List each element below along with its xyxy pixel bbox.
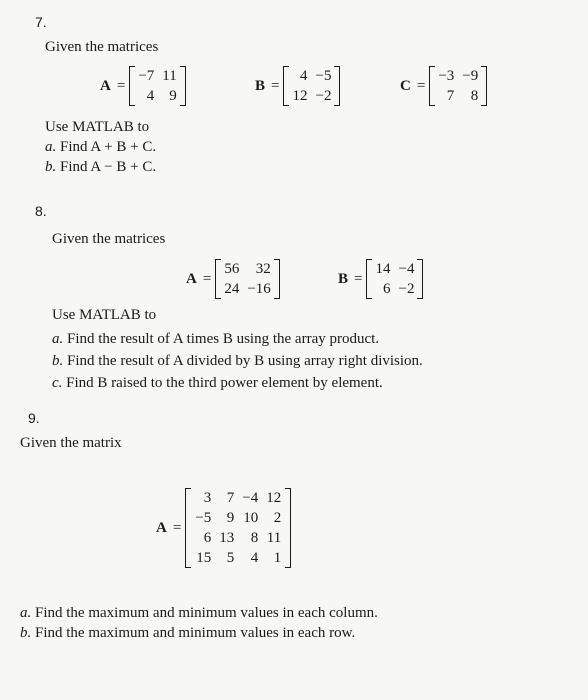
matrix-cell: 9 bbox=[226, 510, 235, 526]
matrix-cell: 12 bbox=[266, 490, 282, 506]
problem-8-number: 8. bbox=[35, 203, 47, 219]
matrix-cell: 9 bbox=[169, 88, 177, 104]
part-letter: c. bbox=[52, 375, 63, 391]
matrix-cell: 5 bbox=[226, 550, 235, 566]
part-letter: a. bbox=[20, 605, 32, 621]
part-letter: b. bbox=[45, 159, 57, 175]
problem-7-heading: Given the matrices bbox=[45, 39, 159, 55]
problem-7-instruction: Use MATLAB to bbox=[45, 119, 150, 135]
matrix-bracket bbox=[429, 66, 487, 106]
matrix-name: A bbox=[186, 270, 197, 287]
matrix-cell: 13 bbox=[219, 530, 235, 546]
matrix-cell: −5 bbox=[315, 68, 332, 84]
part-text: Find B raised to the third power element by element. bbox=[66, 375, 383, 391]
matrix-cell: 4 bbox=[250, 550, 259, 566]
matrix-cell: −2 bbox=[398, 281, 415, 297]
problem-7-number: 7. bbox=[35, 14, 47, 30]
matrix-cell: 15 bbox=[196, 550, 212, 566]
problem-8-matrix-a: A = 56 32 24 −16 bbox=[186, 259, 280, 299]
problem-9-number: 9. bbox=[28, 410, 40, 426]
matrix-bracket bbox=[185, 488, 291, 568]
matrix-cell: 32 bbox=[255, 261, 271, 277]
matrix-bracket bbox=[215, 259, 279, 299]
matrix-cell: 4 bbox=[146, 88, 155, 104]
matrix-name: B bbox=[338, 270, 349, 287]
matrix-cell: 2 bbox=[273, 510, 282, 526]
matrix-cell: 4 bbox=[299, 68, 308, 84]
matrix-cell: −9 bbox=[462, 68, 479, 84]
matrix-cell: 11 bbox=[162, 68, 177, 84]
matrix-cell: 11 bbox=[266, 530, 282, 546]
part-letter: a. bbox=[52, 331, 64, 347]
problem-9-matrix-a: A = 3 7 −4 12 −5 9 10 2 6 13 8 11 15 5 4 1 bbox=[156, 488, 291, 568]
matrix-bracket bbox=[366, 259, 423, 299]
matrix-cell: −7 bbox=[138, 68, 155, 84]
matrix-values bbox=[220, 259, 274, 299]
problem-8-matrix-b: B = 14 −4 6 −2 bbox=[338, 259, 423, 299]
matrix-bracket bbox=[283, 66, 340, 106]
problem-7-part-b bbox=[45, 158, 156, 176]
problem-7-matrix-c: C = −3 −9 7 8 bbox=[400, 66, 487, 106]
matrix-cell: 1 bbox=[273, 550, 282, 566]
matrix-cell: −3 bbox=[438, 68, 455, 84]
matrix-values bbox=[371, 259, 418, 299]
part-letter: b. bbox=[20, 625, 32, 641]
matrix-cell: 3 bbox=[203, 490, 212, 506]
part-text: Find the result of A times B using the array product. bbox=[67, 331, 380, 347]
matrix-cell: −16 bbox=[247, 281, 271, 297]
matrix-cell: 24 bbox=[224, 281, 240, 297]
problem-9-part-a bbox=[20, 604, 378, 622]
matrix-name: A bbox=[100, 77, 111, 94]
matrix-cell: −4 bbox=[398, 261, 415, 277]
matrix-name: C bbox=[400, 77, 411, 94]
matrix-cell: 10 bbox=[243, 510, 259, 526]
matrix-bracket bbox=[129, 66, 185, 106]
matrix-cell: 12 bbox=[292, 88, 308, 104]
matrix-cell: −4 bbox=[242, 490, 259, 506]
problem-8-heading: Given the matrices bbox=[52, 231, 166, 247]
matrix-cell: 7 bbox=[446, 88, 455, 104]
matrix-values bbox=[288, 66, 335, 106]
matrix-values bbox=[191, 488, 285, 568]
part-text: Find the result of A divided by B using array right division. bbox=[67, 353, 423, 369]
problem-8-part-b bbox=[52, 352, 423, 370]
matrix-cell: −2 bbox=[315, 88, 332, 104]
problem-7-matrix-a: A = −7 11 4 9 bbox=[100, 66, 186, 106]
part-letter: a. bbox=[45, 139, 57, 155]
part-text: Find A − B + C. bbox=[60, 159, 157, 175]
matrix-cell: 7 bbox=[226, 490, 235, 506]
problem-7-matrix-b: B = 4 −5 12 −2 bbox=[255, 66, 340, 106]
part-text: Find the maximum and minimum values in each row. bbox=[35, 625, 356, 641]
matrix-name: B bbox=[255, 77, 266, 94]
matrix-cell: 6 bbox=[203, 530, 212, 546]
problem-7-part-a bbox=[45, 138, 156, 156]
problem-8-instruction: Use MATLAB to bbox=[52, 307, 157, 323]
matrix-cell: 56 bbox=[224, 261, 240, 277]
matrix-cell: 8 bbox=[250, 530, 259, 546]
matrix-cell: 6 bbox=[382, 281, 391, 297]
matrix-cell: 14 bbox=[375, 261, 391, 277]
part-letter: b. bbox=[52, 353, 64, 369]
matrix-values bbox=[134, 66, 180, 106]
part-text: Find A + B + C. bbox=[60, 139, 157, 155]
part-text: Find the maximum and minimum values in each column. bbox=[35, 605, 378, 621]
problem-8-part-c bbox=[52, 374, 383, 392]
matrix-name: A bbox=[156, 519, 167, 536]
problem-9-part-b bbox=[20, 624, 355, 642]
matrix-values bbox=[434, 66, 482, 106]
matrix-cell: −5 bbox=[195, 510, 212, 526]
matrix-cell: 8 bbox=[470, 88, 479, 104]
problem-9-heading: Given the matrix bbox=[20, 435, 122, 451]
problem-8-part-a bbox=[52, 330, 379, 348]
